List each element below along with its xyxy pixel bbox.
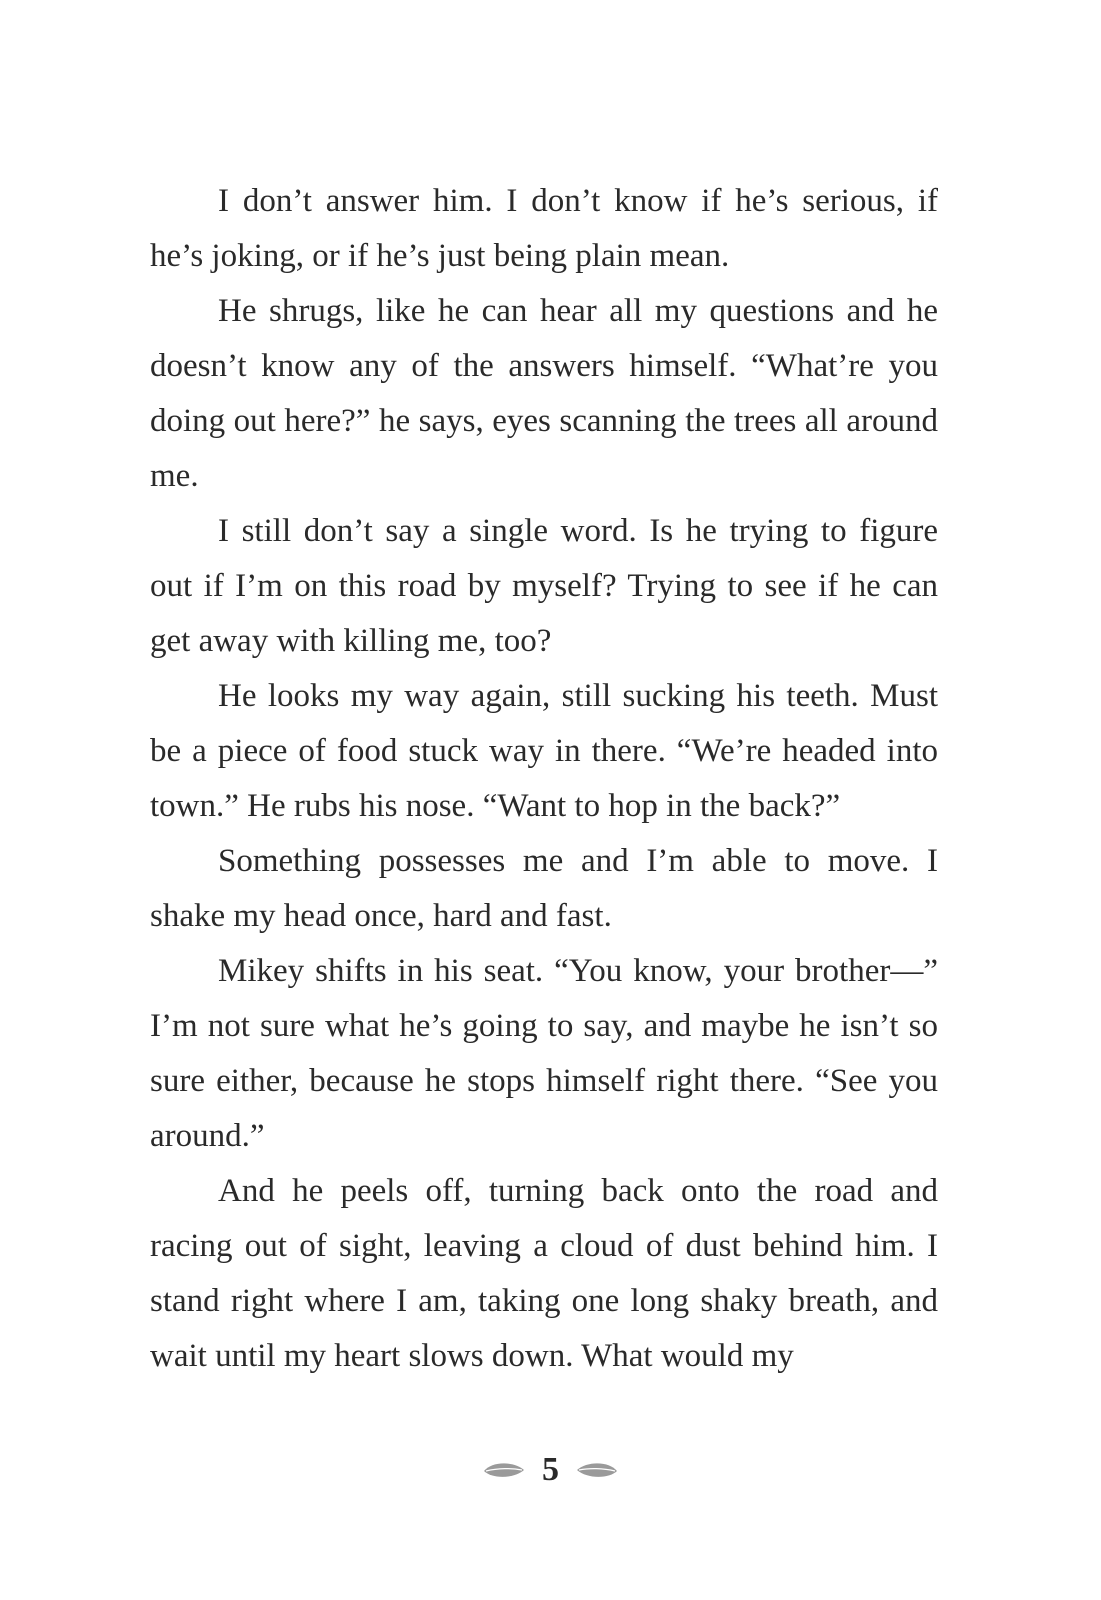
- page-number: 5: [542, 1451, 559, 1488]
- leaf-ornament-icon: [575, 1460, 619, 1480]
- paragraph: Mikey shifts in his seat. “You know, your brother—” I’m not sure what he’s going to say, and maybe he isn’t so sure either, because he stops himself right there. “See you around.”: [150, 953, 938, 1154]
- paragraph: He looks my way again, still sucking his teeth. Must be a piece of food stuck way in there. “We’re headed into town.” He rubs his nose. “Want to hop in the back?”: [150, 678, 938, 824]
- paragraph: Something possesses me and I’m able to move. I shake my head once, hard and fast.: [150, 843, 938, 934]
- paragraph: I still don’t say a single word. Is he trying to figure out if I’m on this road by myself? Trying to see if he can get away with killing me, too?: [150, 513, 938, 659]
- paragraph: And he peels off, turning back onto the road and racing out of sight, leaving a cloud of dust behind him. I stand right where I am, taking one long shaky breath, and wait until my heart slows down. What would my: [150, 1173, 938, 1374]
- body-text: [150, 174, 938, 1384]
- paragraph: I don’t answer him. I don’t know if he’s serious, if he’s joking, or if he’s just being plain mean.: [150, 183, 938, 274]
- page-footer: [0, 1450, 1101, 1490]
- leaf-ornament-icon: [482, 1460, 526, 1480]
- paragraph: He shrugs, like he can hear all my questions and he doesn’t know any of the answers himself. “What’re you doing out here?” he says, eyes scanning the trees all around me.: [150, 293, 938, 494]
